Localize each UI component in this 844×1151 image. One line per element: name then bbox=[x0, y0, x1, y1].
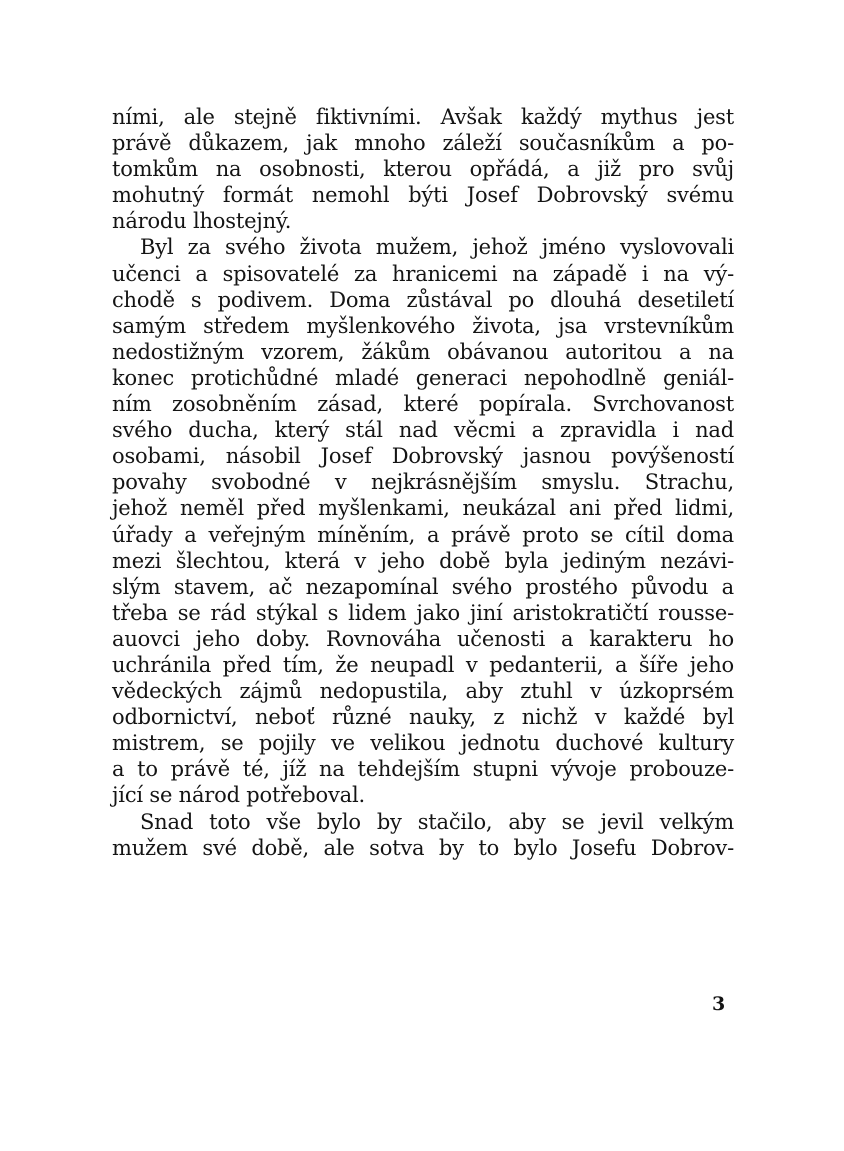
text-line: Snad toto vše bylo by stačilo, aby se jevil velkým bbox=[140, 809, 734, 834]
text-line: svého ducha, který stál nad věcmi a zpravidla i nad bbox=[112, 418, 734, 443]
text-line: konec protichůdné mladé generaci nepohodlně geniál- bbox=[112, 365, 734, 390]
text-line: mohutný formát nemohl býti Josef Dobrovský svému bbox=[112, 183, 734, 208]
text-line: třeba se rád stýkal s lidem jako jiní aristokratičtí rousse- bbox=[112, 600, 734, 625]
text-line: povahy svobodné v nejkrásnějším smyslu. Strachu, bbox=[112, 470, 734, 495]
text-line: mistrem, se pojily ve velikou jednotu duchové kultury bbox=[112, 731, 734, 756]
text-line: slým stavem, ač nezapomínal svého prostého původu a bbox=[112, 574, 734, 599]
text-line: úřady a veřejným míněním, a právě proto se cítil doma bbox=[112, 522, 734, 547]
text-line: ním zosobněním zásad, které popírala. Svrchovanost bbox=[112, 392, 734, 417]
page-number: 3 bbox=[712, 993, 726, 1015]
text-line: vědeckých zájmů nedopustila, aby ztuhl v úzkoprsém bbox=[112, 679, 734, 704]
text-line: auovci jeho doby. Rovnováha učenosti a karakteru ho bbox=[112, 626, 734, 651]
text-line: samým středem myšlenkového života, jsa vrstevníkům bbox=[112, 313, 734, 338]
text-line: Byl za svého života mužem, jehož jméno vyslovovali bbox=[140, 235, 734, 260]
text-line: a to právě té, jíž na tehdejším stupni vývoje probouze- bbox=[112, 757, 734, 782]
body-text bbox=[112, 104, 734, 861]
text-line: uchránila před tím, že neupadl v pedanterii, a šíře jeho bbox=[112, 652, 734, 677]
text-line: jehož neměl před myšlenkami, neukázal ani před lidmi, bbox=[112, 496, 734, 521]
text-line: národu lhostejný. bbox=[112, 209, 292, 234]
text-line: nedostižným vzorem, žákům obávanou autoritou a na bbox=[112, 339, 734, 364]
text-line: mezi šlechtou, která v jeho době byla jediným nezávi- bbox=[112, 548, 734, 573]
text-line: osobami, násobil Josef Dobrovský jasnou povýšeností bbox=[112, 444, 734, 469]
text-line: učenci a spisovatelé za hranicemi na západě i na vý- bbox=[112, 261, 734, 286]
text-line: právě důkazem, jak mnoho záleží současníkům a po- bbox=[112, 131, 734, 156]
text-line: mužem své době, ale sotva by to bylo Josefu Dobrov- bbox=[112, 835, 734, 860]
text-line: ními, ale stejně fiktivními. Avšak každý mythus jest bbox=[112, 105, 734, 129]
text-line: tomkům na osobnosti, kterou opřádá, a již pro svůj bbox=[112, 157, 734, 182]
text-line: jící se národ potřeboval. bbox=[112, 783, 365, 808]
text-line: chodě s podivem. Doma zůstával po dlouhá desetiletí bbox=[112, 287, 734, 312]
text-line: odbornictví, neboť různé nauky, z nichž v každé byl bbox=[112, 705, 734, 730]
